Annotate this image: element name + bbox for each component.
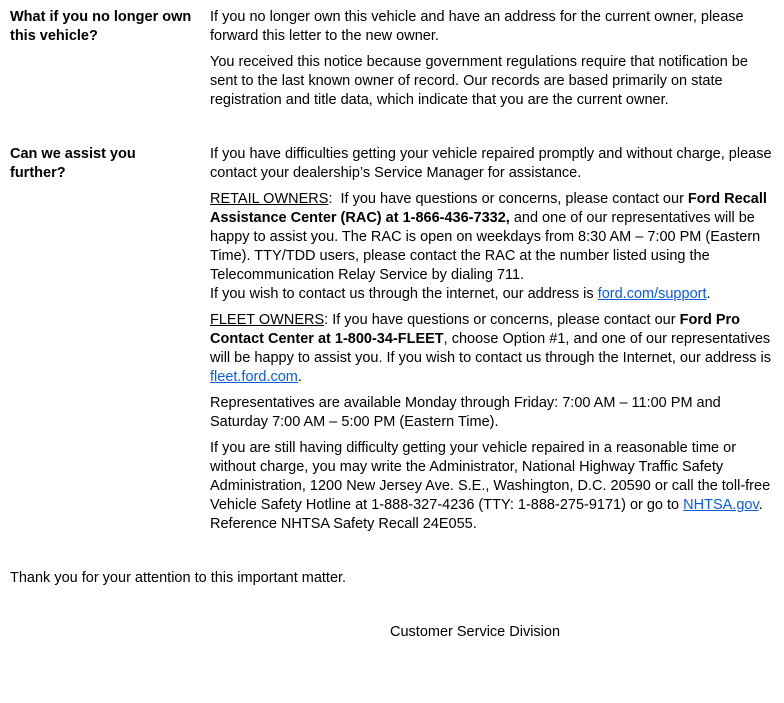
text-run: If you wish to contact us through the internet, our address is xyxy=(210,286,598,302)
section-content-no-longer-own xyxy=(210,8,776,117)
closing-text: Thank you for your attention to this important matter. xyxy=(10,570,347,586)
text-run: Representatives are available Monday through Friday: 7:00 AM – 11:00 PM and Saturday 7:00 AM – 5:00 PM (Eastern Time). xyxy=(210,395,725,430)
text-run: . xyxy=(297,369,302,385)
text-run: . Reference NHTSA Safety Recall 24E055. xyxy=(210,497,767,532)
text-run: You received this notice because government regulations require that notification be sent to the last known owner of record. Our records are based primarily on state registration and title data, which indicate that you are the current owner. xyxy=(210,54,752,108)
section-assist-further xyxy=(10,145,776,541)
paragraph xyxy=(210,311,776,387)
text-run: Ford Recall Assistance Center (RAC) at 1-866-436-7332, xyxy=(210,191,771,226)
hyperlink[interactable]: ford.com/support xyxy=(597,286,707,302)
text-run: FLEET OWNERS xyxy=(210,312,325,328)
text-run: : If you have questions or concerns, please contact our xyxy=(324,312,680,328)
text-run: RETAIL OWNERS xyxy=(210,191,329,207)
text-run: . xyxy=(706,286,711,302)
text-run: If you are still having difficulty getting your vehicle repaired in a reasonable time or without charge, you may write the Administrator, National Highway Traffic Safety Administration, 1200 New Jersey Ave. S.E., Washington, D.C. 20590 or call the toll-free Vehicle Safety Hotline at 1-888-327-4236 (TTY: 1-888-275-9171) or go to xyxy=(210,440,775,513)
signature-text: Customer Service Division xyxy=(390,624,561,640)
paragraph xyxy=(210,439,776,534)
section-content-assist-further xyxy=(210,145,776,541)
paragraph xyxy=(210,394,776,432)
text-run: If you have difficulties getting your vehicle repaired promptly and without charge, please contact your dealership’s Service Manager for assistance. xyxy=(210,146,776,181)
text-run: If you no longer own this vehicle and have an address for the current owner, please forward this letter to the new owner. xyxy=(210,9,748,44)
text-run: , choose Option #1, and one of our representatives will be happy to assist you. If you wish to contact us through the Internet, our address is xyxy=(210,331,775,366)
text-run: Ford Pro Contact Center at 1-800-34-FLEET xyxy=(210,312,745,347)
paragraph xyxy=(210,8,776,46)
paragraph xyxy=(210,190,776,304)
hyperlink[interactable]: fleet.ford.com xyxy=(210,369,298,385)
paragraph xyxy=(210,53,776,110)
section-no-longer-own xyxy=(10,8,776,117)
text-run: : If you have questions or concerns, please contact our xyxy=(328,191,688,207)
paragraph xyxy=(210,145,776,183)
section-heading-no-longer-own: What if you no longer own this vehicle? xyxy=(10,9,192,44)
hyperlink[interactable]: NHTSA.gov xyxy=(683,497,759,513)
section-heading-assist-further: Can we assist you further? xyxy=(10,146,136,181)
text-run: and one of our representatives will be happy to assist you. The RAC is open on weekdays from 8:30 AM – 7:00 PM (Eastern Time). TTY/TDD users, please contact the RAC at the number listed using the Telecommunication Relay Service by dialing 711. xyxy=(210,210,764,283)
